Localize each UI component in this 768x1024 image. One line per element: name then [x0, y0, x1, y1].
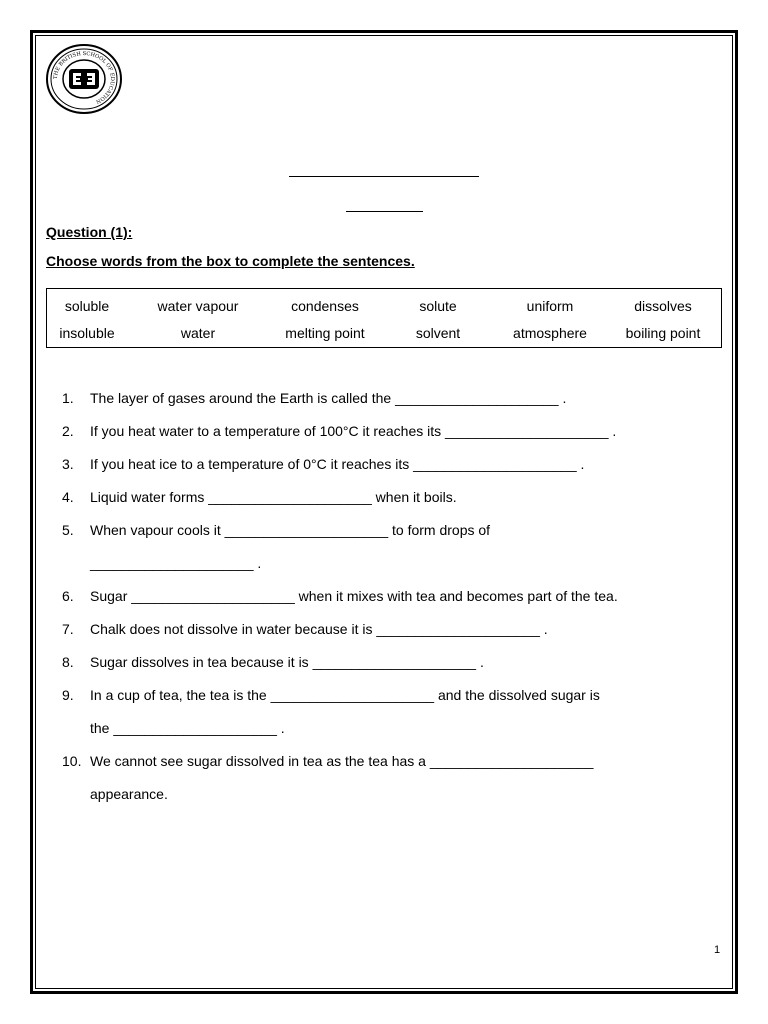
sentence-text: Chalk does not dissolve in water because it is _____________________ .: [90, 621, 548, 637]
sentence-item: [62, 448, 712, 481]
page-number: 1: [714, 944, 721, 956]
sentence-text-continued: the _____________________ .: [90, 720, 285, 736]
word-box-word: melting point: [285, 324, 365, 341]
logo-ring-text: THE BRITISH SCHOOL OF EDUCATION: [52, 50, 116, 105]
word-box-word: solute: [419, 297, 457, 314]
sentence-item: [62, 415, 712, 448]
sentence-item: [62, 580, 712, 613]
word-box-word: boiling point: [625, 324, 701, 341]
sentence-number: 4.: [62, 489, 74, 505]
word-box-word: water: [180, 324, 216, 341]
sentence-text: The layer of gases around the Earth is called the _____________________ .: [90, 390, 567, 406]
question-heading: Question (1):: [46, 224, 133, 240]
sentence-number: 7.: [62, 621, 74, 637]
sentence-text: We cannot see sugar dissolved in tea as the tea has a _____________________: [90, 753, 594, 769]
sentence-item: [62, 646, 712, 679]
sentence-text: If you heat water to a temperature of 100°C it reaches its _____________________ .: [90, 423, 617, 439]
sentence-text: If you heat ice to a temperature of 0°C it reaches its _____________________ .: [90, 456, 585, 472]
sentence-number: 3.: [62, 456, 74, 472]
word-box-word: condenses: [291, 297, 359, 314]
school-logo: [44, 43, 124, 115]
sentence-number: 9.: [62, 687, 74, 703]
sentence-item: [62, 514, 712, 580]
sentence-text-continued: appearance.: [90, 786, 168, 802]
word-box-word: atmosphere: [513, 324, 587, 341]
sentence-text: When vapour cools it _____________________ to form drops of: [90, 522, 491, 538]
sentence-number: 5.: [62, 522, 74, 538]
sentence-text: In a cup of tea, the tea is the _____________________ and the dissolved sugar is: [90, 687, 600, 703]
word-box-word: solvent: [415, 324, 461, 341]
word-box-word: water vapour: [157, 297, 239, 314]
word-box-table: [47, 292, 721, 346]
word-box-row: [47, 292, 721, 319]
sentence-number: 1.: [62, 390, 74, 406]
sentence-text: Liquid water forms _____________________ when it boils.: [90, 489, 457, 505]
sentence-number: 6.: [62, 588, 74, 604]
word-box-word: soluble: [64, 297, 110, 314]
sentence-text: Sugar _____________________ when it mixes with tea and becomes part of the tea.: [90, 588, 618, 604]
word-box-word: dissolves: [634, 297, 692, 314]
sentence-item: [62, 613, 712, 646]
word-box-row: [47, 319, 721, 346]
title-blank-line: [289, 176, 479, 177]
word-box: [46, 288, 722, 348]
sentence-text: Sugar dissolves in tea because it is _____________________ .: [90, 654, 484, 670]
word-box-word: uniform: [526, 297, 574, 314]
subtitle-blank-line: [346, 211, 423, 212]
sentence-list: [62, 382, 712, 811]
sentence-item: [62, 679, 712, 745]
sentence-item: [62, 745, 712, 811]
sentence-number: 10.: [62, 753, 82, 769]
question-instruction: Choose words from the box to complete the sentences.: [46, 253, 415, 269]
sentence-item: [62, 481, 712, 514]
sentence-item: [62, 382, 712, 415]
sentence-number: 2.: [62, 423, 74, 439]
sentence-text-continued: _____________________ .: [90, 555, 262, 571]
word-box-word: insoluble: [59, 324, 115, 341]
sentence-number: 8.: [62, 654, 74, 670]
